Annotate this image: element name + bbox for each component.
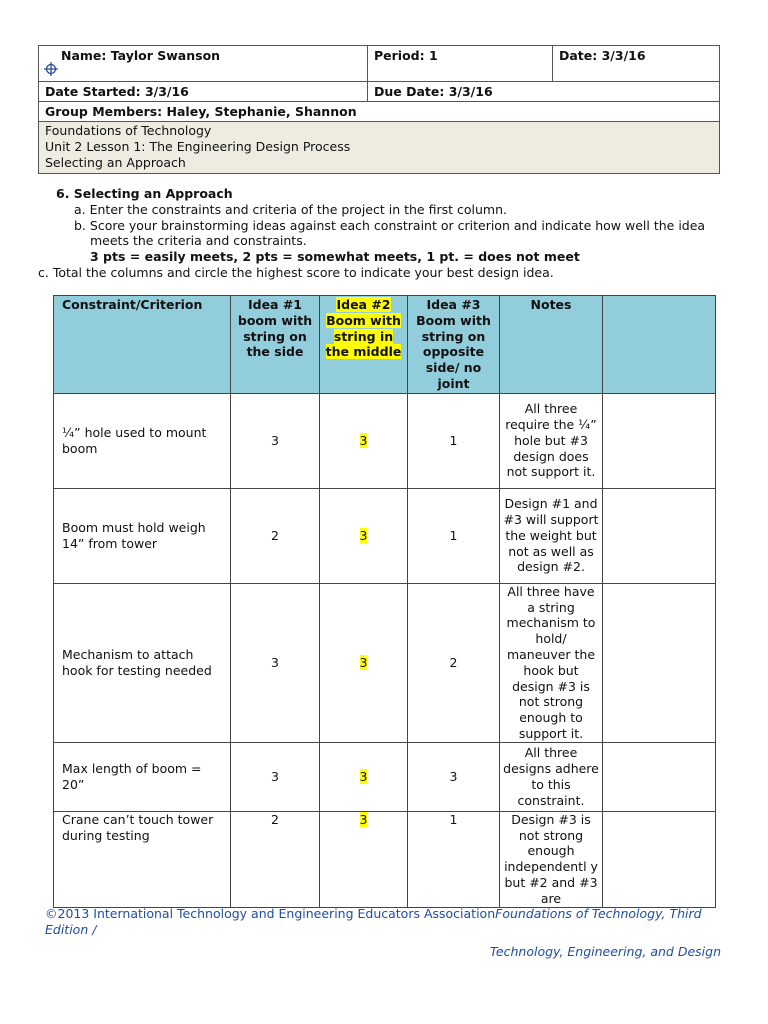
- header-idea-1: Idea #1 boom with string on the side: [231, 296, 320, 394]
- idea-2-score-cell: [320, 742, 408, 811]
- idea-3-score: 1: [408, 811, 500, 907]
- crosshair-icon: [44, 62, 58, 76]
- table-row: [54, 742, 716, 811]
- header-idea-2-label: Idea #2: [336, 297, 391, 312]
- header-idea-3: Idea #3 Boom with string on opposite side/ no joint: [408, 296, 500, 394]
- extra-cell: [603, 583, 716, 742]
- matrix-header-row: [54, 296, 716, 394]
- notes-cell: All three require the ¼” hole but #3 design does not support it.: [500, 393, 603, 488]
- date-started: Date Started: 3/3/16: [39, 82, 368, 102]
- book-subtitle: Technology, Engineering, and Design: [489, 944, 721, 959]
- idea-2-score: 3: [359, 654, 368, 670]
- header-criterion: Constraint/Criterion: [54, 296, 231, 394]
- criterion-cell: Crane can’t touch tower during testing: [54, 811, 231, 907]
- idea-1-score: 2: [231, 488, 320, 583]
- header-notes: Notes: [500, 296, 603, 394]
- notes-cell: Design #3 is not strong enough independentl y but #2 and #3 are: [500, 811, 603, 907]
- book-title: Foundations of Technology, Third Edition /: [45, 906, 702, 937]
- idea-2-score: 3: [359, 768, 368, 784]
- instruction-b: b. Score your brainstorming ideas against each constraint or criterion and indicate how well the idea meets the criteria and constraints.: [74, 217, 706, 249]
- idea-1-score: 3: [231, 742, 320, 811]
- criterion-cell: Boom must hold weigh 14” from tower: [54, 488, 231, 583]
- criterion-cell: Max length of boom = 20”: [54, 742, 231, 811]
- extra-cell: [603, 742, 716, 811]
- table-row: [54, 393, 716, 488]
- idea-2-score-cell: [320, 583, 408, 742]
- idea-1-score: 3: [231, 393, 320, 488]
- idea-2-score-cell: [320, 488, 408, 583]
- page-footer: [45, 906, 725, 960]
- notes-cell: Design #1 and #3 will support the weight but not as well as design #2.: [500, 488, 603, 583]
- period: Period: 1: [368, 46, 553, 82]
- student-name: Name: Taylor Swanson: [61, 48, 221, 63]
- idea-1-score: 2: [231, 811, 320, 907]
- notes-cell: All three designs adhere to this constraint.: [500, 742, 603, 811]
- header-extra: [603, 296, 716, 394]
- table-row: [54, 811, 716, 907]
- instruction-c: c. Total the columns and circle the highest score to indicate your best design idea.: [38, 264, 554, 280]
- extra-cell: [603, 811, 716, 907]
- table-row: [54, 488, 716, 583]
- group-members: Group Members: Haley, Stephanie, Shannon: [39, 102, 720, 122]
- idea-2-score: 3: [359, 811, 368, 827]
- criterion-cell: ¼” hole used to mount boom: [54, 393, 231, 488]
- idea-2-score: 3: [359, 432, 368, 448]
- extra-cell: [603, 393, 716, 488]
- student-name-cell: [39, 46, 368, 82]
- idea-3-score: 1: [408, 393, 500, 488]
- header-idea-2-desc: Boom with string in the middle: [325, 312, 402, 360]
- idea-3-score: 1: [408, 488, 500, 583]
- table-row: [54, 583, 716, 742]
- header-table: [38, 45, 720, 174]
- section-heading: 6. Selecting an Approach: [56, 186, 233, 201]
- notes-cell: All three have a string mechanism to hold/ maneuver the hook but design #3 is not strong enough to support it.: [500, 583, 603, 742]
- extra-cell: [603, 488, 716, 583]
- idea-3-score: 2: [408, 583, 500, 742]
- due-date: Due Date: 3/3/16: [368, 82, 720, 102]
- idea-2-score-cell: [320, 811, 408, 907]
- header-idea-2: [320, 296, 408, 394]
- instruction-a: a. Enter the constraints and criteria of the project in the first column.: [74, 201, 507, 217]
- activity-title: Selecting an Approach: [45, 155, 186, 170]
- points-scale: 3 pts = easily meets, 2 pts = somewhat meets, 1 pt. = does not meet: [90, 249, 580, 265]
- idea-1-score: 3: [231, 583, 320, 742]
- date: Date: 3/3/16: [553, 46, 720, 82]
- copyright-text: ©2013 International Technology and Engineering Educators Association: [45, 906, 496, 921]
- idea-2-score: 3: [359, 527, 368, 543]
- course-title: Foundations of Technology: [45, 123, 212, 138]
- idea-3-score: 3: [408, 742, 500, 811]
- idea-2-score-cell: [320, 393, 408, 488]
- unit-lesson: Unit 2 Lesson 1: The Engineering Design Process: [45, 139, 351, 154]
- instructions: [38, 186, 728, 281]
- course-info-block: [39, 122, 720, 174]
- decision-matrix: [53, 295, 716, 908]
- criterion-cell: Mechanism to attach hook for testing needed: [54, 583, 231, 742]
